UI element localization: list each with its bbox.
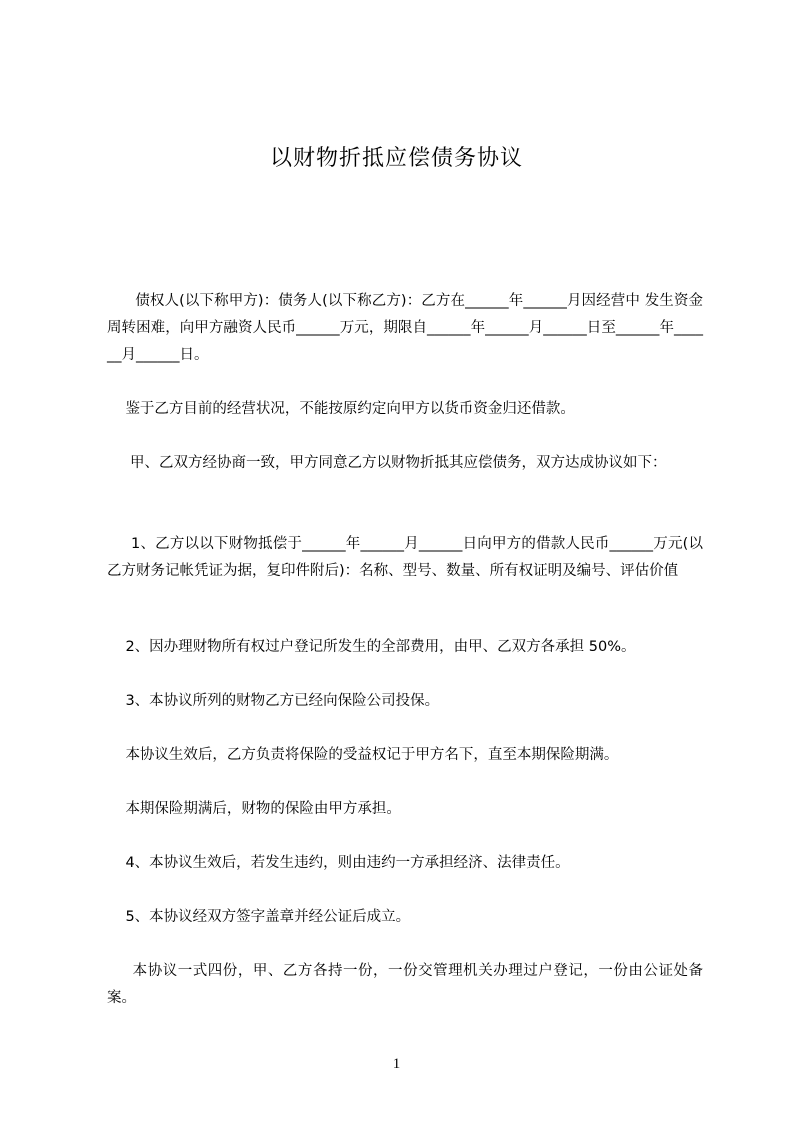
paragraph-clause-2: 2、因办理财物所有权过户登记所发生的全部费用，由甲、乙双方各承担 50%。	[107, 639, 636, 655]
document-title: 以财物折抵应偿债务协议	[269, 146, 523, 171]
paragraph-clause-5: 5、本协议经双方签字盖章并经公证后成立。	[107, 909, 411, 925]
paragraph-creditor-debtor: 债权人(以下称甲方)：债务人(以下称乙方)：乙方在______年______月因经营中 发生资金周转困难，向甲方融资人民币______万元，期限自______年______月______日至______年______月______日。	[107, 293, 704, 363]
paragraph-clause-3: 3、本协议所列的财物乙方已经向保险公司投保。	[107, 693, 440, 709]
paragraph-copies: 本协议一式四份，甲、乙方各持一份，一份交管理机关办理过户登记，一份由公证处备案。	[107, 963, 704, 1006]
paragraph-agreement-intro: 甲、乙双方经协商一致，甲方同意乙方以财物折抵其应偿债务，双方达成协议如下：	[107, 455, 667, 471]
paragraph-insurance-beneficiary: 本协议生效后，乙方负责将保险的受益权记于甲方名下，直至本期保险期满。	[107, 747, 619, 763]
paragraph-situation: 鉴于乙方目前的经营状况，不能按原约定向甲方以货币资金归还借款。	[107, 401, 575, 417]
paragraph-insurance-expiry: 本期保险期满后，财物的保险由甲方承担。	[107, 801, 401, 817]
paragraph-clause-1: 1、乙方以以下财物抵偿于______年______月______日向甲方的借款人民币______万元(以乙方财务记帐凭证为据，复印件附后)：名称、型号、数量、所有权证明及编号、评估价值	[107, 536, 703, 579]
paragraph-clause-4: 4、本协议生效后，若发生违约，则由违约一方承担经济、法律责任。	[107, 855, 570, 871]
page-number: 1	[392, 1056, 401, 1072]
